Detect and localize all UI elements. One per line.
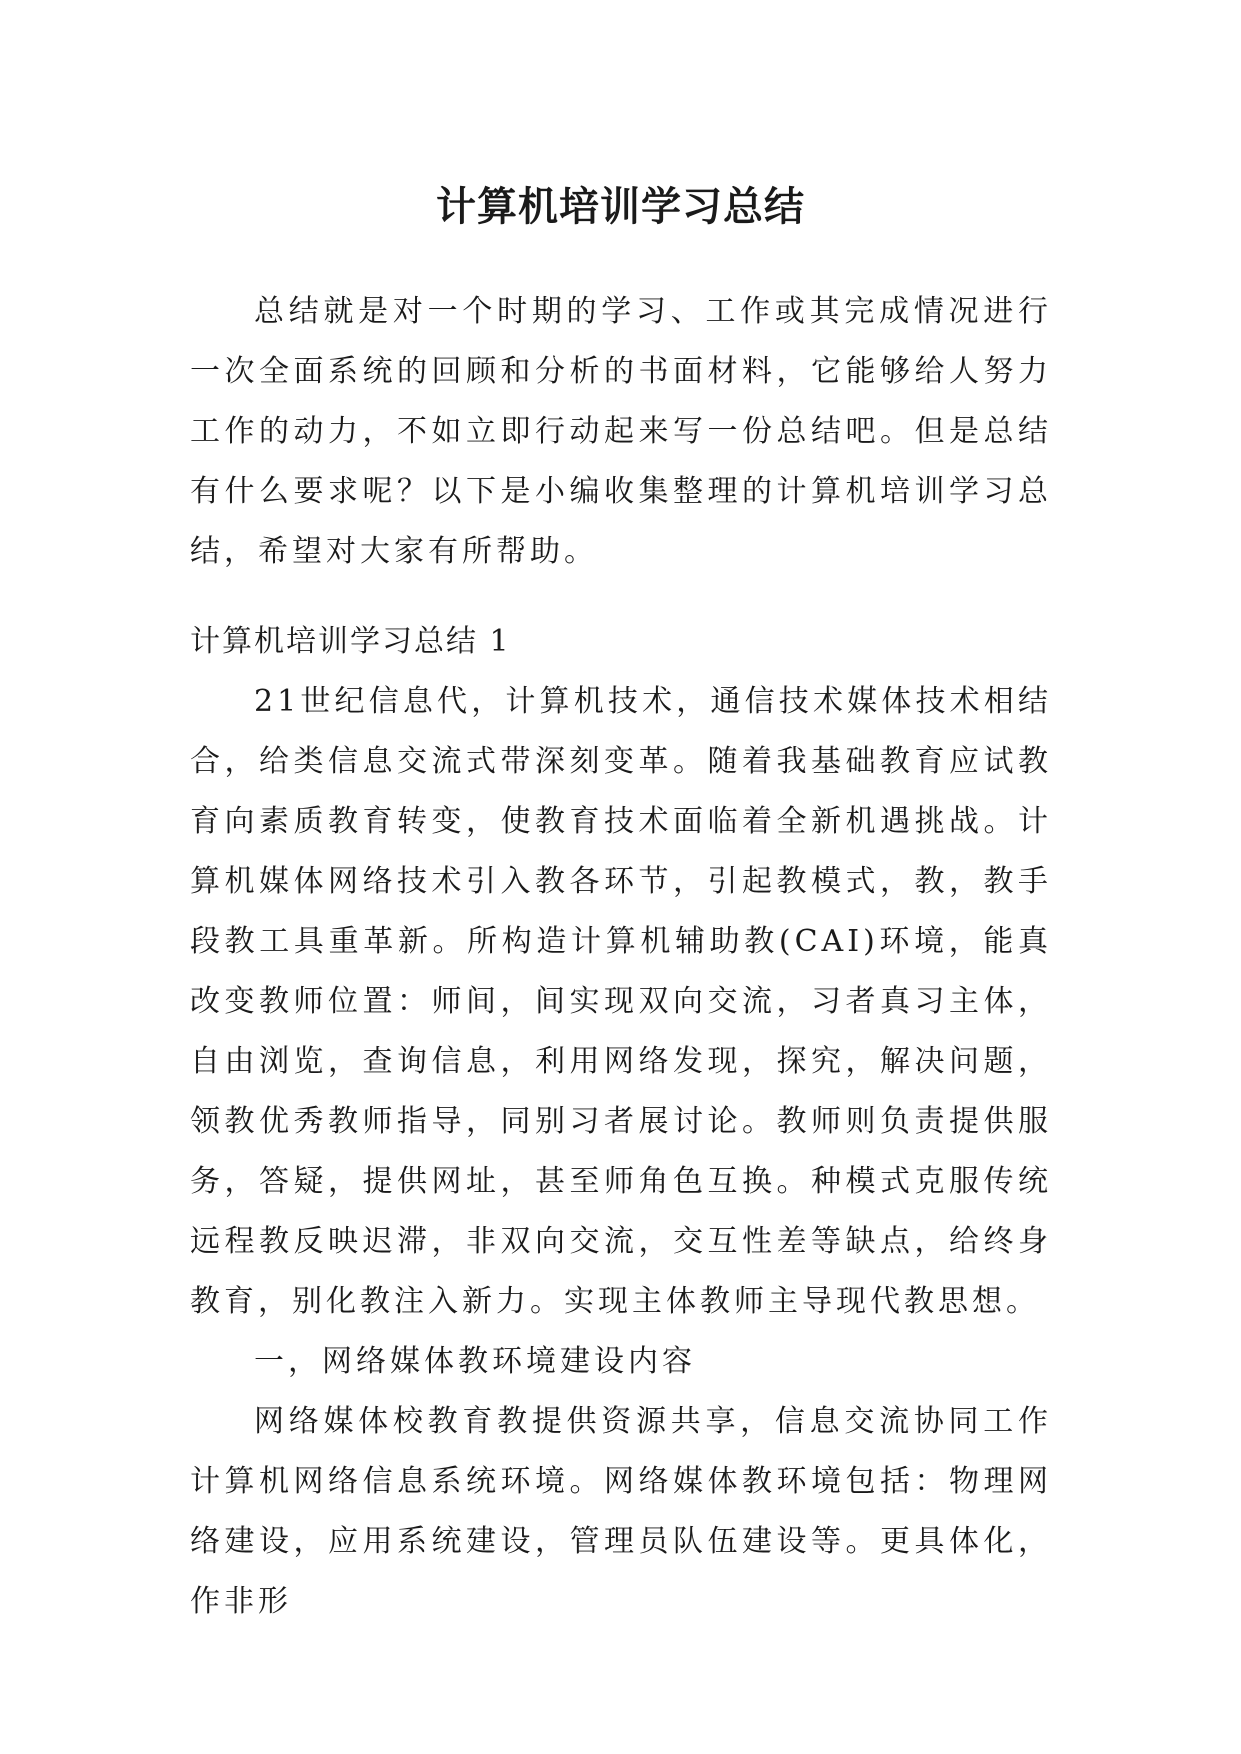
body-paragraph-2: 网络媒体校教育教提供资源共享，信息交流协同工作计算机网络信息系统环境。网络媒体教环境包括：物理网络建设，应用系统建设，管理员队伍建设等。更具体化，作非形 [190,1404,1052,1619]
body-paragraph-1: 21世纪信息代，计算机技术，通信技术媒体技术相结合，给类信息交流式带深刻变革。随着我基础教育应试教育向素质教育转变，使教育技术面临着全新机遇挑战。计算机媒体网络技术引入教各环节，引起教模式，教，教手段教工具重革新。所构造计算机辅助教(CAI)环境，能真改变教师位置：师间，间实现双向交流，习者真习主体，自由浏览，查询信息，利用网络发现，探究，解决问题，领教优秀教师指导，同别习者展讨论。教师则负责提供服务，答疑，提供网址，甚至师角色互换。种模式克服传统远程教反映迟滞，非双向交流，交互性差等缺点，给终身教育，别化教注入新力。实现主体教师主导现代教思想。 [190,684,1052,1319]
section-heading: 计算机培训学习总结 1 [190,624,511,659]
intro-paragraph: 总结就是对一个时期的学习、工作或其完成情况进行一次全面系统的回顾和分析的书面材料，它能够给人努力工作的动力，不如立即行动起来写一份总结吧。但是总结有什么要求呢？以下是小编收集整理的计算机培训学习总结，希望对大家有所帮助。 [190,294,1052,569]
document-title: 计算机培训学习总结 [436,183,805,230]
subheading: 一，网络媒体教环境建设内容 [254,1344,696,1379]
